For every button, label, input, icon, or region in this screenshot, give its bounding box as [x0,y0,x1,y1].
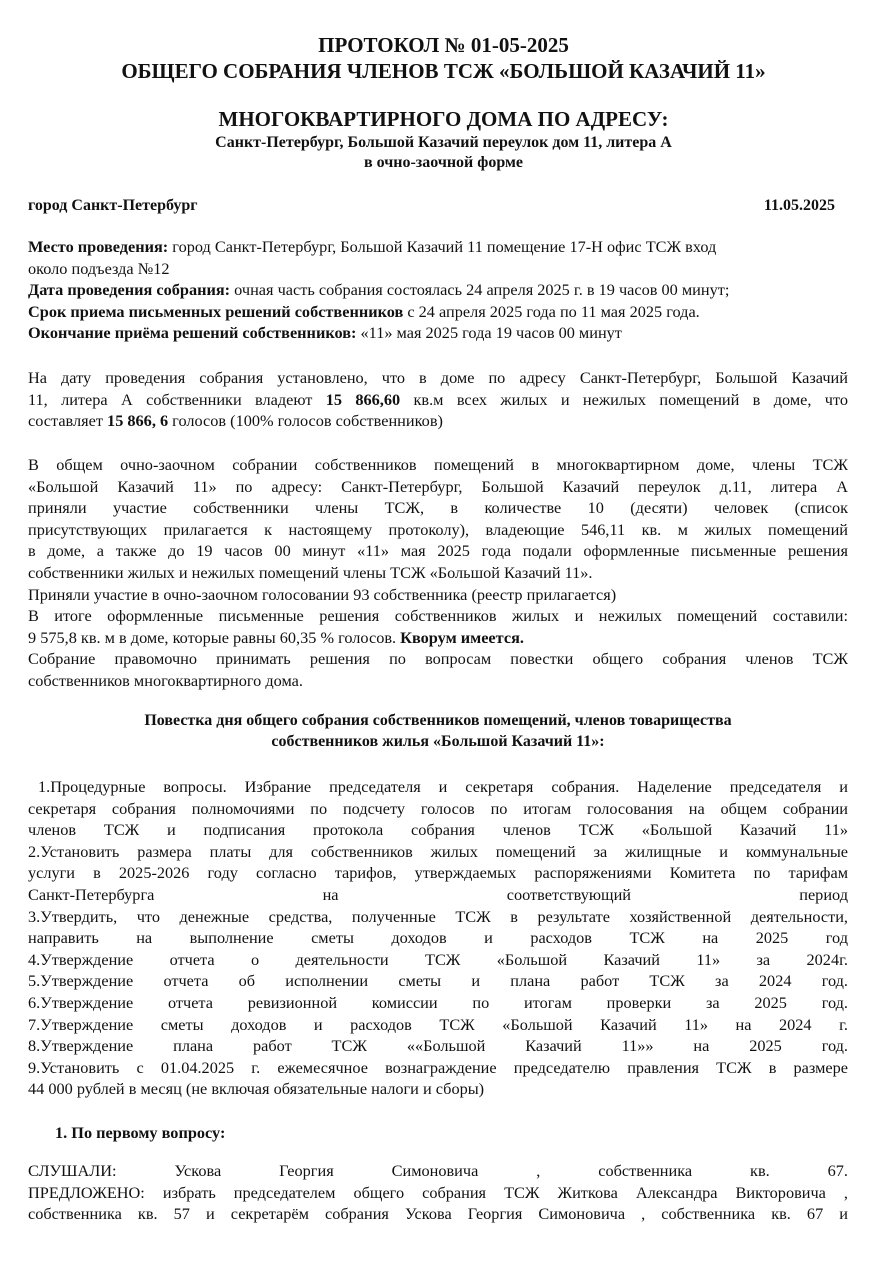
end-line [28,322,848,344]
address-line: Санкт-Петербург, Большой Казачий переулок дом 11, литера А [215,134,672,151]
term-line [28,301,848,323]
address-heading: МНОГОКВАРТИРНОГО ДОМА ПО АДРЕСУ: [218,107,669,131]
proposed-line-2: собственника кв. 57 и секретарём собрания Ускова Георгия Симоновича , собственника кв. 67 и [28,1204,848,1224]
meeting-info [28,236,848,344]
agenda-item: 1.Процедурные вопросы. Избрание председателя и секретаря собрания. Наделение председателя и [38,777,848,796]
agenda-item: 9.Установить с 01.04.2025 г. ежемесячное вознаграждение председателю правления ТСЖ в размере [28,1057,848,1077]
place-line-2: около подъезда №12 [28,258,170,278]
text-span: 11, литера А собственники владеют [28,389,326,409]
protocol-number: ПРОТОКОЛ № 01-05-2025 [318,33,569,57]
ownership-paragraph [28,367,848,432]
listened-line: СЛУШАЛИ: Ускова Георгия Симоновича , собственника кв. 67. [28,1161,848,1180]
agenda-item: 4.Утверждение отчета о деятельности ТСЖ «Большой Казачий 11» за 2024г. [28,949,848,969]
proposed-line: ПРЕДЛОЖЕНО: избрать председателем общего собрания ТСЖ Житкова Александра Викторовича , [28,1182,848,1202]
agenda-item: 7.Утверждение сметы доходов и расходов ТСЖ «Большой Казачий 11» на 2024 г. [28,1014,848,1034]
text-span: 9 575,8 кв. м в доме, которые равны 60,35 % голосов. [28,627,401,647]
date-label: Дата проведения собрания: [28,280,231,300]
agenda-heading-line: Повестка дня общего собрания собственников помещений, членов товарищества [144,712,732,729]
meeting-name: ОБЩЕГО СОБРАНИЯ ЧЛЕНОВ ТСЖ «БОЛЬШОЙ КАЗАЧИЙ 11» [121,59,766,83]
place-line [28,236,848,258]
text-span: кв.м всех жилых и нежилых помещений в доме, что [400,389,848,409]
text-line [28,627,848,649]
text-line: В итоге оформленные письменные решения собственников жилых и нежилых помещений составили: [28,606,848,626]
text-line: «Большой Казачий 11» по адресу: Санкт-Петербург, Большой Казачий переулок д.11, литера А [28,476,848,496]
term-value: с 24 апреля 2025 года по 11 мая 2025 года. [403,301,700,321]
date-value: очная часть собрания состоялась 24 апреля 2025 г. в 19 часов 00 минут; [230,280,730,300]
end-label: Окончание приёма решений собственников: [28,323,357,343]
text-line: собственники жилых и нежилых помещений члены ТСЖ «Большой Казачий 11». [28,562,593,582]
text-span: голосов (100% голосов собственников) [168,411,443,431]
agenda-item: 6.Утверждение отчета ревизионной комиссии по итогам проверки за 2025 год. [28,992,848,1012]
text-line: присутствующих прилагается к настоящему протоколу), владеющие 546,11 кв. м жилых помещений [28,519,848,539]
text-line: Собрание правомочно принимать решения по вопросам повестки общего собрания членов ТСЖ [28,649,848,669]
document-date: 11.05.2025 [763,197,835,214]
agenda-list [28,776,848,1100]
total-area: 15 866,60 [325,389,401,409]
quorum-status: Кворум имеется. [400,627,524,647]
term-label: Срок приема письменных решений собственников [28,301,404,321]
agenda-item: 8.Утверждение плана работ ТСЖ ««Большой Казачий 11»» на 2025 год. [28,1036,848,1056]
agenda-item-line: направить на выполнение сметы доходов и расходов ТСЖ на 2025 год [28,928,848,948]
text-line [28,410,848,432]
quorum-paragraph [28,454,848,692]
agenda-item: 3.Утвердить, что денежные средства, полученные ТСЖ в результате хозяйственной деятельности, [28,906,848,926]
agenda-heading [28,710,848,752]
agenda-item-line: 44 000 рублей в месяц (не включая обязательные налоги и сборы) [28,1079,485,1099]
text-line: собственников многоквартирного дома. [28,670,303,690]
text-line: приняли участие собственники члены ТСЖ, в количестве 10 (десяти) человек (список [28,498,848,518]
agenda-item-line: услуги в 2025-2026 году согласно тарифов, утверждаемых распоряжениями Комитета по тарифам [28,863,848,883]
question-1-body [28,1160,848,1225]
text-span: составляет [28,411,108,431]
text-line: в доме, а также до 19 часов 00 минут «11» мая 2025 года подали оформленные письменные решения [28,541,848,561]
date-line [28,279,848,301]
city: город Санкт-Петербург [28,197,198,214]
text-line [28,389,848,411]
agenda-heading-line: собственников жилья «Большой Казачий 11»: [271,733,605,750]
city-date-line [28,197,835,215]
place-value: город Санкт-Петербург, Большой Казачий 11 помещение 17-Н офис ТСЖ вход [168,237,717,256]
place-label: Место проведения: [28,237,169,256]
agenda-item-line: Санкт-Петербурга на соответствующий период [28,884,848,904]
form-line: в очно-заочной форме [364,154,523,171]
agenda-item: 2.Установить размера платы для собственников жилых помещений за жилищные и коммунальные [28,841,848,861]
address-block [0,133,887,173]
document-title [0,32,887,84]
total-votes: 15 866, 6 [107,411,169,431]
question-1-heading: 1. По первому вопросу: [55,1123,226,1142]
text-line: На дату проведения собрания установлено, что в доме по адресу Санкт-Петербург, Большой Казачий [28,368,848,387]
agenda-item: 5.Утверждение отчета об исполнении сметы и плана работ ТСЖ за 2024 год. [28,971,848,991]
text-line: В общем очно-заочном собрании собственников помещений в многоквартирном доме, члены ТСЖ [28,455,848,474]
agenda-item-line: членов ТСЖ и подписания протокола собрания членов ТСЖ «Большой Казачий 11» [28,820,848,840]
text-line: Приняли участие в очно-заочном голосовании 93 собственника (реестр прилагается) [28,584,617,604]
end-value: «11» мая 2025 года 19 часов 00 минут [356,323,622,343]
agenda-item-line: секретаря собрания полномочиями по подсчету голосов по итогам голосования на общем собрании [28,798,848,818]
